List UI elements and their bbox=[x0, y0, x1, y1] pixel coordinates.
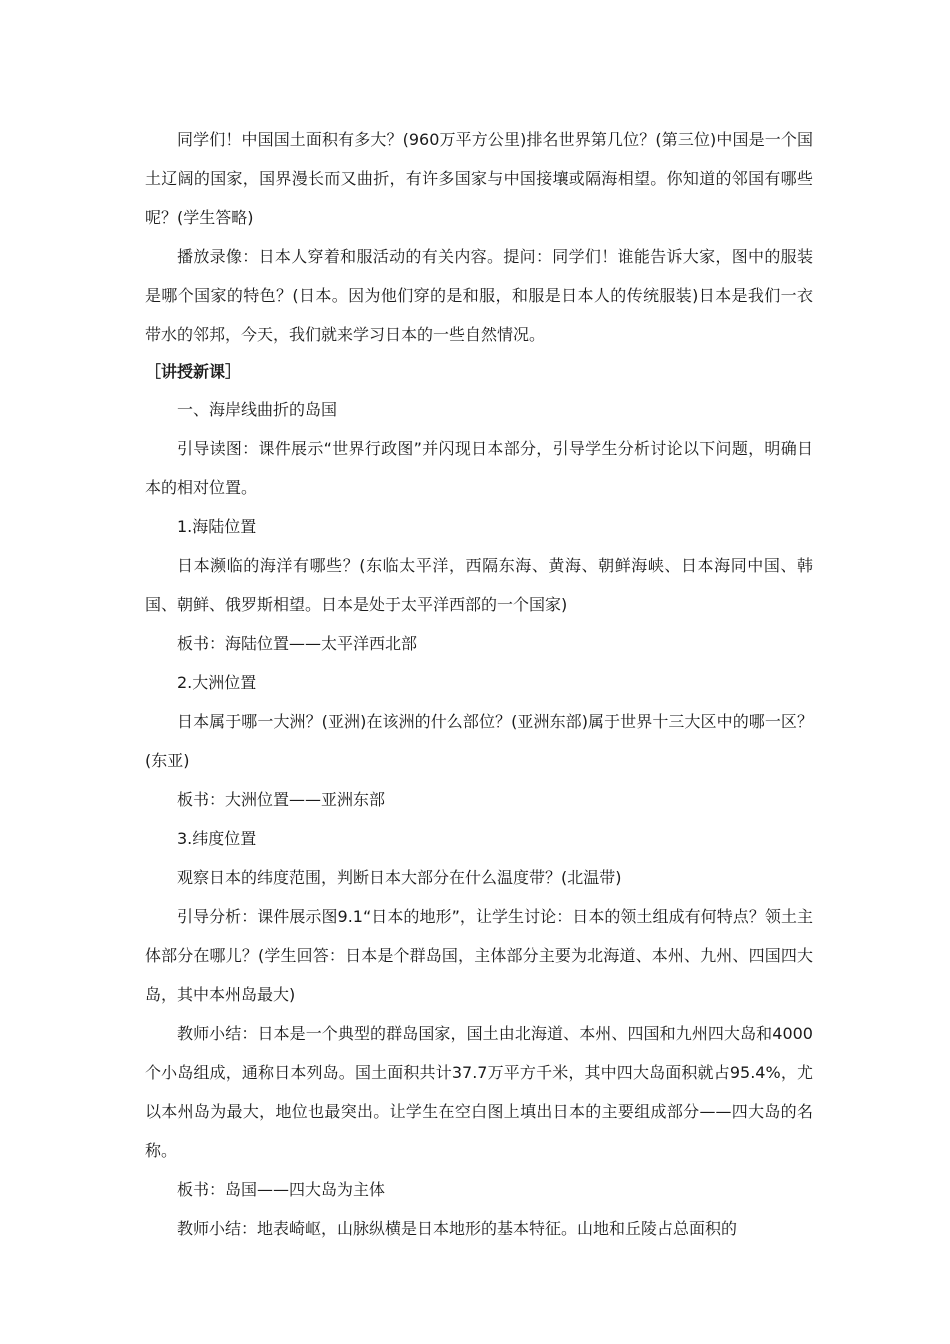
document-body bbox=[145, 120, 813, 1248]
video-paragraph: 播放录像：日本人穿着和服活动的有关内容。提问：同学们！谁能告诉大家，图中的服装是哪个国家的特色？(日本。因为他们穿的是和服，和服是日本人的传统服装)日本是我们一衣带水的邻邦，今天，我们就来学习日本的一些自然情况。 bbox=[145, 247, 813, 344]
board-note-3: 板书：岛国——四大岛为主体 bbox=[177, 1180, 386, 1199]
teacher-summary-2: 教师小结：地表崎岖，山脉纵横是日本地形的基本特征。山地和丘陵占总面积的 bbox=[177, 1219, 738, 1238]
terrain-analysis-paragraph: 引导分析：课件展示图9.1“日本的地形”，让学生讨论：日本的领土组成有何特点？领土主体部分在哪儿？(学生回答：日本是个群岛国，主体部分主要为北海道、本州、九州、四国四大岛，其中本州岛最大) bbox=[145, 907, 813, 1004]
item-2-title: 2.大洲位置 bbox=[177, 673, 257, 692]
teacher-summary-1: 教师小结：日本是一个典型的群岛国家，国土由北海道、本州、四国和九州四大岛和4000个小岛组成，通称日本列岛。国土面积共计37.7万平方千米，其中四大岛面积就占95.4%，尤以本州岛为最大，地位也最突出。让学生在空白图上填出日本的主要组成部分——四大岛的名称。 bbox=[145, 1024, 813, 1160]
continent-paragraph: 日本属于哪一大洲？(亚洲)在该洲的什么部位？(亚洲东部)属于世界十三大区中的哪一区？(东亚) bbox=[145, 712, 813, 770]
subsection-title: 一、海岸线曲折的岛国 bbox=[177, 400, 338, 419]
item-3-title: 3.纬度位置 bbox=[177, 829, 257, 848]
guide-reading-paragraph: 引导读图：课件展示“世界行政图”并闪现日本部分，引导学生分析讨论以下问题，明确日本的相对位置。 bbox=[145, 439, 813, 497]
section-heading: ［讲授新课］ bbox=[145, 362, 242, 381]
latitude-paragraph: 观察日本的纬度范围，判断日本大部分在什么温度带？(北温带) bbox=[177, 868, 622, 887]
board-note-2: 板书：大洲位置——亚洲东部 bbox=[177, 790, 386, 809]
seas-paragraph: 日本濒临的海洋有哪些？(东临太平洋，西隔东海、黄海、朝鲜海峡、日本海同中国、韩国、朝鲜、俄罗斯相望。日本是处于太平洋西部的一个国家) bbox=[145, 556, 813, 614]
intro-paragraph: 同学们！中国国土面积有多大？(960万平方公里)排名世界第几位？(第三位)中国是一个国土辽阔的国家，国界漫长而又曲折，有许多国家与中国接壤或隔海相望。你知道的邻国有哪些呢？(学生答略) bbox=[145, 130, 813, 227]
board-note-1: 板书：海陆位置——太平洋西北部 bbox=[177, 634, 418, 653]
item-1-title: 1.海陆位置 bbox=[177, 517, 257, 536]
